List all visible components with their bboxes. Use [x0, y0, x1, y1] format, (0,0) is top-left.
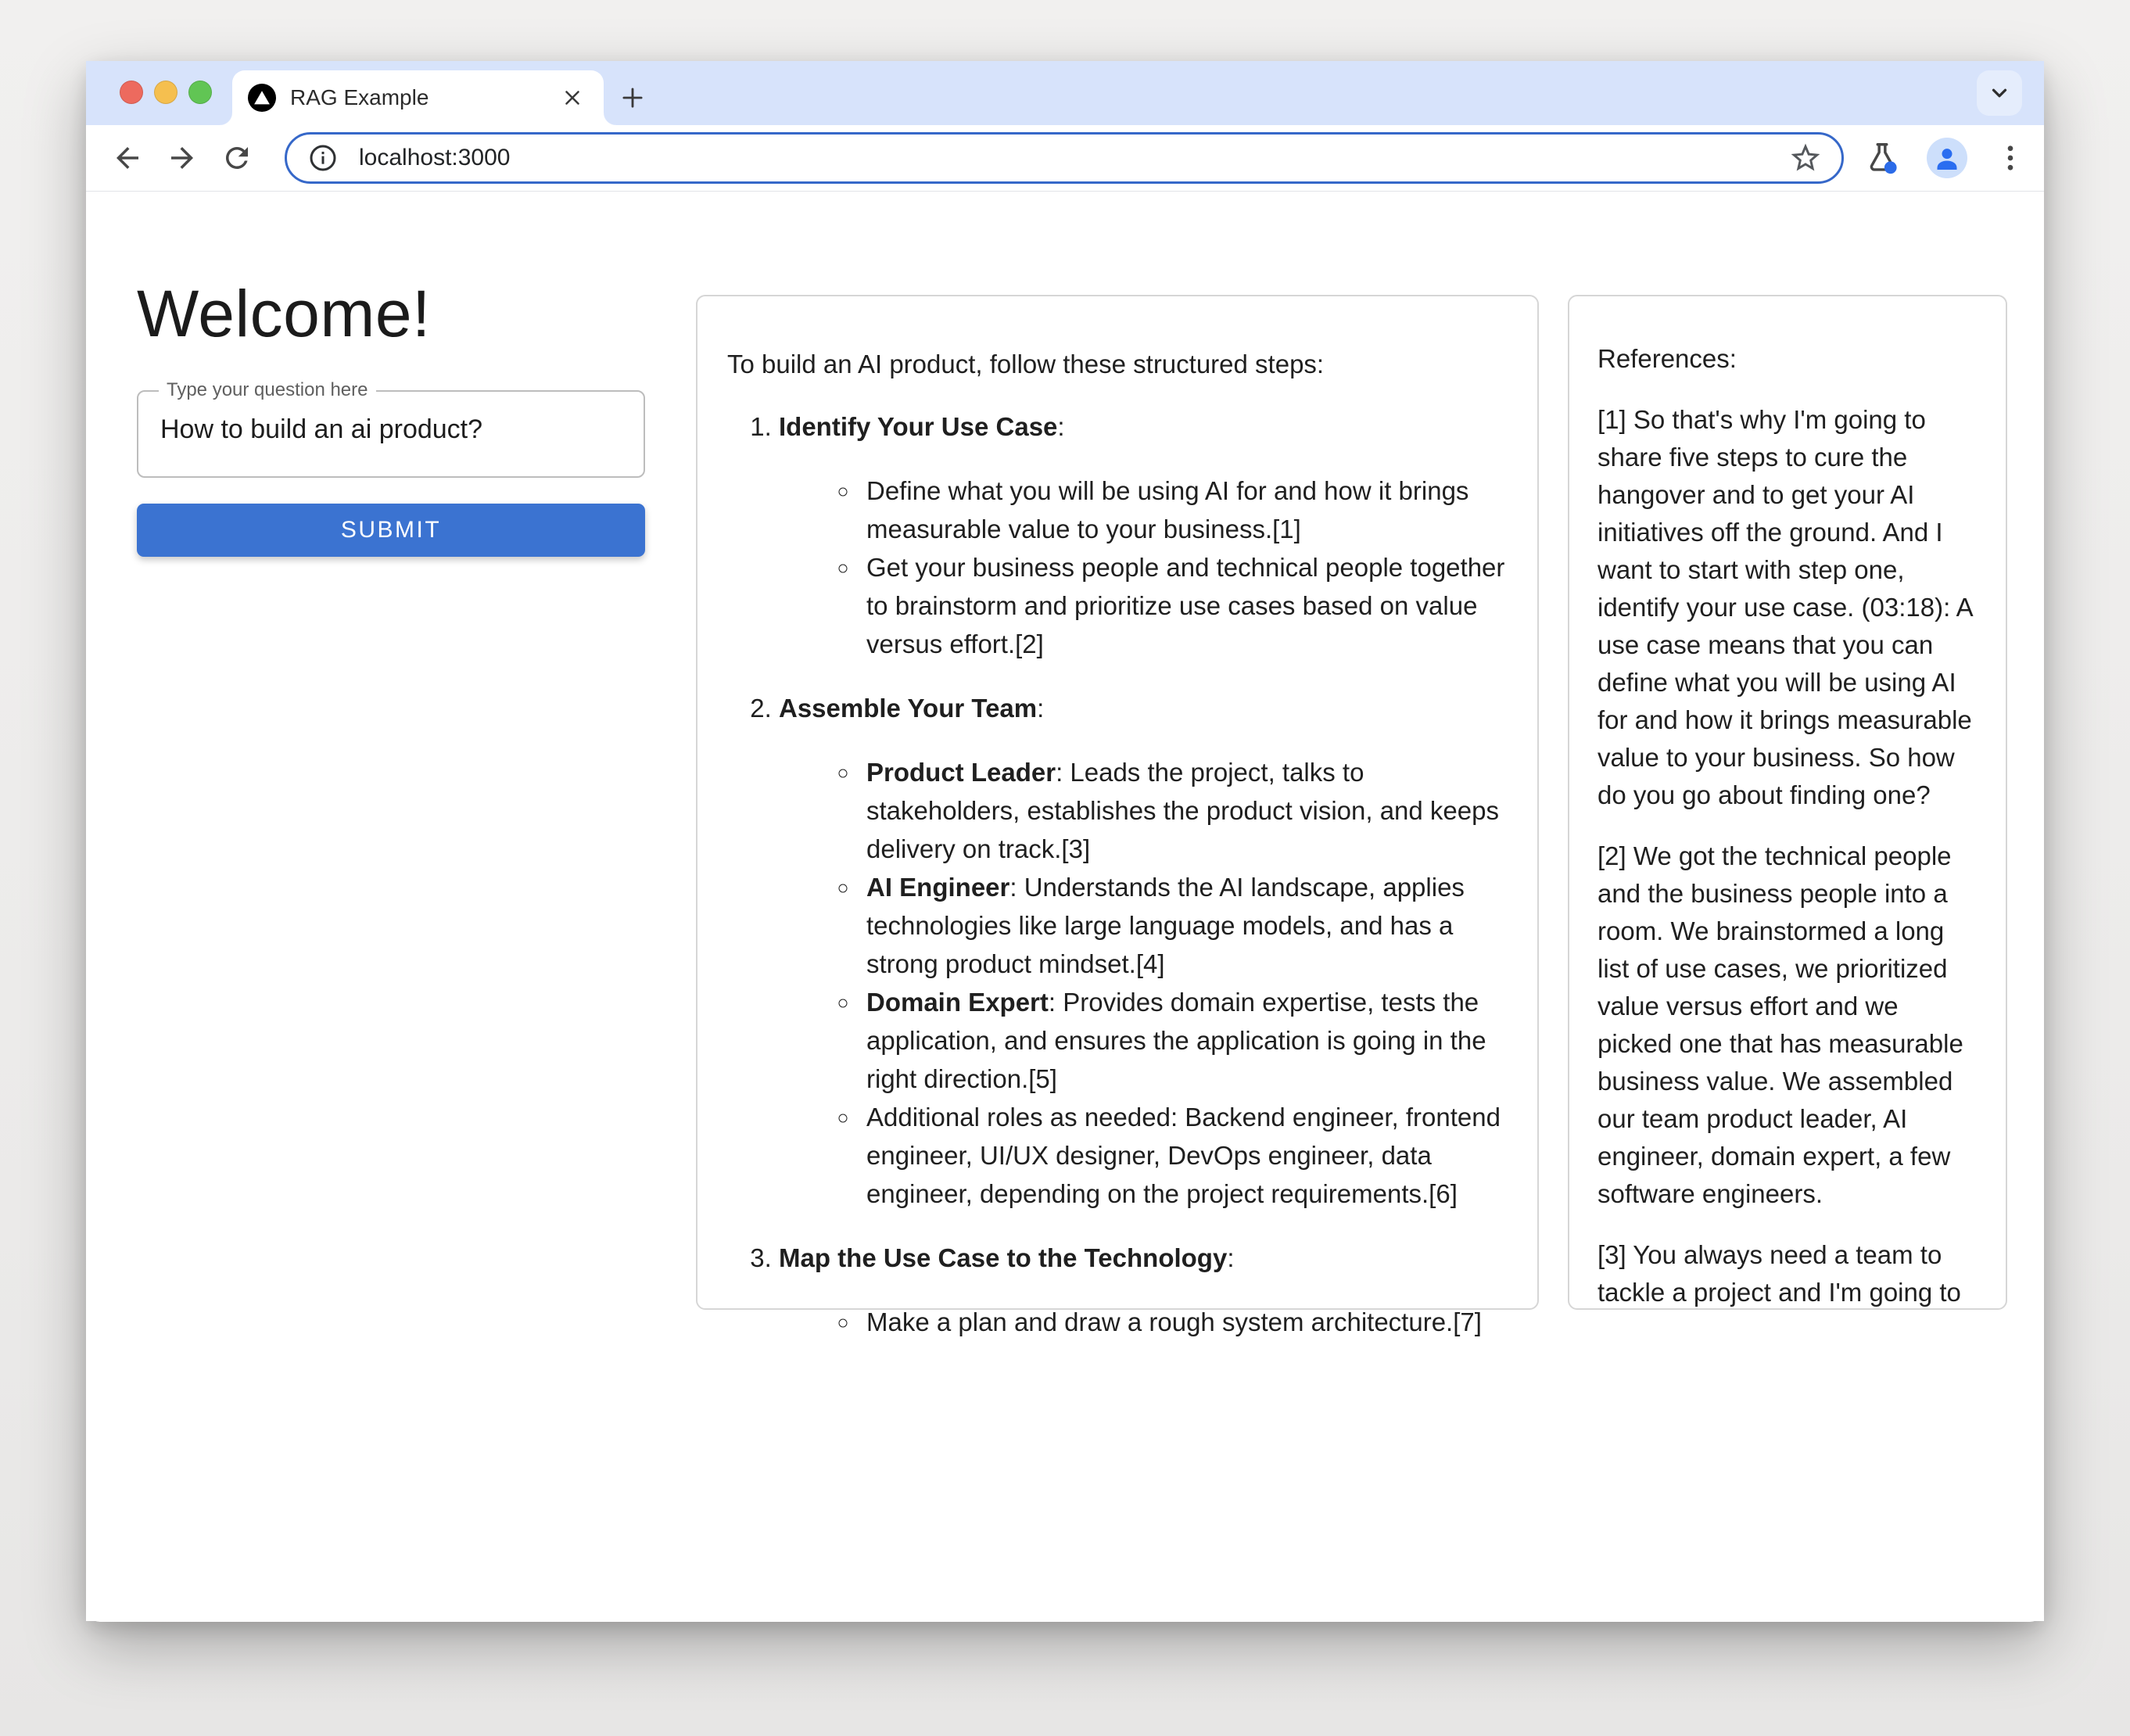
question-field-label: Type your question here: [159, 379, 376, 401]
submit-button[interactable]: SUBMIT: [137, 504, 645, 557]
answer-substep: [860, 1303, 1508, 1341]
answer-substep: [860, 868, 1508, 983]
url-text[interactable]: localhost:3000: [359, 145, 511, 170]
answer-step-title: 2. Assemble Your Team:: [779, 694, 1045, 723]
answer-substep-text: ◦ Define what you will be using AI for and how it brings measurable value to your business.[1]: [866, 476, 1469, 543]
reload-button[interactable]: [213, 134, 261, 182]
answer-substep-text: ◦ AI Engineer: Understands the AI landscape, applies technologies like large language models, and has a strong product mindset.[4]: [866, 873, 1465, 978]
chevron-down-icon: [1985, 79, 2013, 107]
references-heading: References:: [1598, 344, 1737, 373]
person-icon: [1931, 142, 1963, 174]
page-content: [86, 192, 2044, 1621]
arrow-left-icon: [111, 142, 144, 174]
answer-step-title: 1. Identify Your Use Case:: [779, 412, 1065, 441]
browser-menu-dots-icon[interactable]: [1994, 142, 2027, 174]
address-bar[interactable]: [285, 132, 1844, 184]
answer-steps: [727, 407, 1508, 1341]
answer-substep: [860, 472, 1508, 548]
answer-step-title: 3. Map the Use Case to the Technology:: [779, 1243, 1235, 1272]
new-tab-button[interactable]: [608, 74, 657, 122]
reference-paragraph: [3] You always need a team to tackle a project and I'm going to: [1598, 1240, 1961, 1307]
site-info-icon[interactable]: [307, 142, 339, 174]
refresh-icon: [221, 142, 253, 174]
answer-substep-text: ◦ Make a plan and draw a rough system architecture.[7]: [866, 1307, 1482, 1336]
answer-substep-text: ◦ Additional roles as needed: Backend engineer, frontend engineer, UI/UX designer, DevOps engineer, data engineer, depending on the project requirements.[6]: [866, 1103, 1501, 1208]
references-panel[interactable]: [1568, 295, 2007, 1310]
tab-search-button[interactable]: [1977, 70, 2022, 116]
page-title: Welcome!: [137, 277, 431, 350]
profile-avatar[interactable]: [1927, 138, 1967, 178]
answer-substep-text: ◦ Product Leader: Leads the project, talks to stakeholders, establishes the product vision, and keeps delivery on track.[3]: [866, 758, 1499, 863]
answer-substeps: [779, 753, 1508, 1213]
answer-substep-text: ◦ Get your business people and technical people together to brainstorm and prioritize use cases based on value versus effort.[2]: [866, 553, 1505, 658]
answer-step: [779, 407, 1508, 663]
browser-window: [86, 61, 2044, 1622]
question-field-wrap: [137, 379, 645, 482]
answer-intro: To build an AI product, follow these structured steps:: [727, 350, 1325, 378]
forward-button[interactable]: [158, 134, 206, 182]
answer-substep: [860, 983, 1508, 1098]
window-minimize-icon[interactable]: [154, 81, 178, 104]
browser-tab[interactable]: [232, 70, 604, 125]
browser-toolbar: [86, 125, 2044, 192]
question-input[interactable]: [137, 390, 645, 478]
answer-panel[interactable]: [696, 295, 1539, 1336]
answer-substep: [860, 1098, 1508, 1213]
answer-substep: [860, 548, 1508, 663]
window-close-icon[interactable]: [120, 81, 143, 104]
tab-title: RAG Example: [290, 85, 429, 109]
reference-paragraph: [1] So that's why I'm going to share five steps to cure the hangover and to get your AI initiatives off the ground. And I want to start with step one, identify your use case. (03:18): A use case means that you can define what you will be using AI for and how it brings measurable value to your business. So how do you go about finding one?: [1598, 405, 1972, 809]
window-controls: [120, 81, 212, 104]
answer-step: [779, 689, 1508, 1213]
answer-substep-text: ◦ Domain Expert: Provides domain expertise, tests the application, and ensures the application is going in the right direction.[5]: [866, 988, 1486, 1093]
back-button[interactable]: [103, 134, 152, 182]
chrome-labs-flask-icon[interactable]: [1864, 140, 1900, 176]
answer-substeps: [779, 472, 1508, 663]
window-zoom-icon[interactable]: [188, 81, 212, 104]
answer-substep: [860, 753, 1508, 868]
tab-strip: [86, 61, 2044, 125]
site-favicon-icon: [248, 84, 276, 112]
arrow-right-icon: [166, 142, 199, 174]
bookmark-star-icon[interactable]: [1788, 141, 1823, 175]
reference-paragraph: [2] We got the technical people and the business people into a room. We brainstormed a long list of use cases, we prioritized value versus effort and we picked one that has measurable business value. We assembled our team product leader, AI engineer, domain expert, a few software engineers.: [1598, 841, 1963, 1208]
answer-substeps: [779, 1303, 1508, 1341]
answer-step: [779, 1239, 1508, 1341]
tab-close-icon[interactable]: [557, 82, 588, 113]
references-list: [1598, 401, 1978, 1311]
toolbar-right-icons: [1864, 138, 2027, 178]
